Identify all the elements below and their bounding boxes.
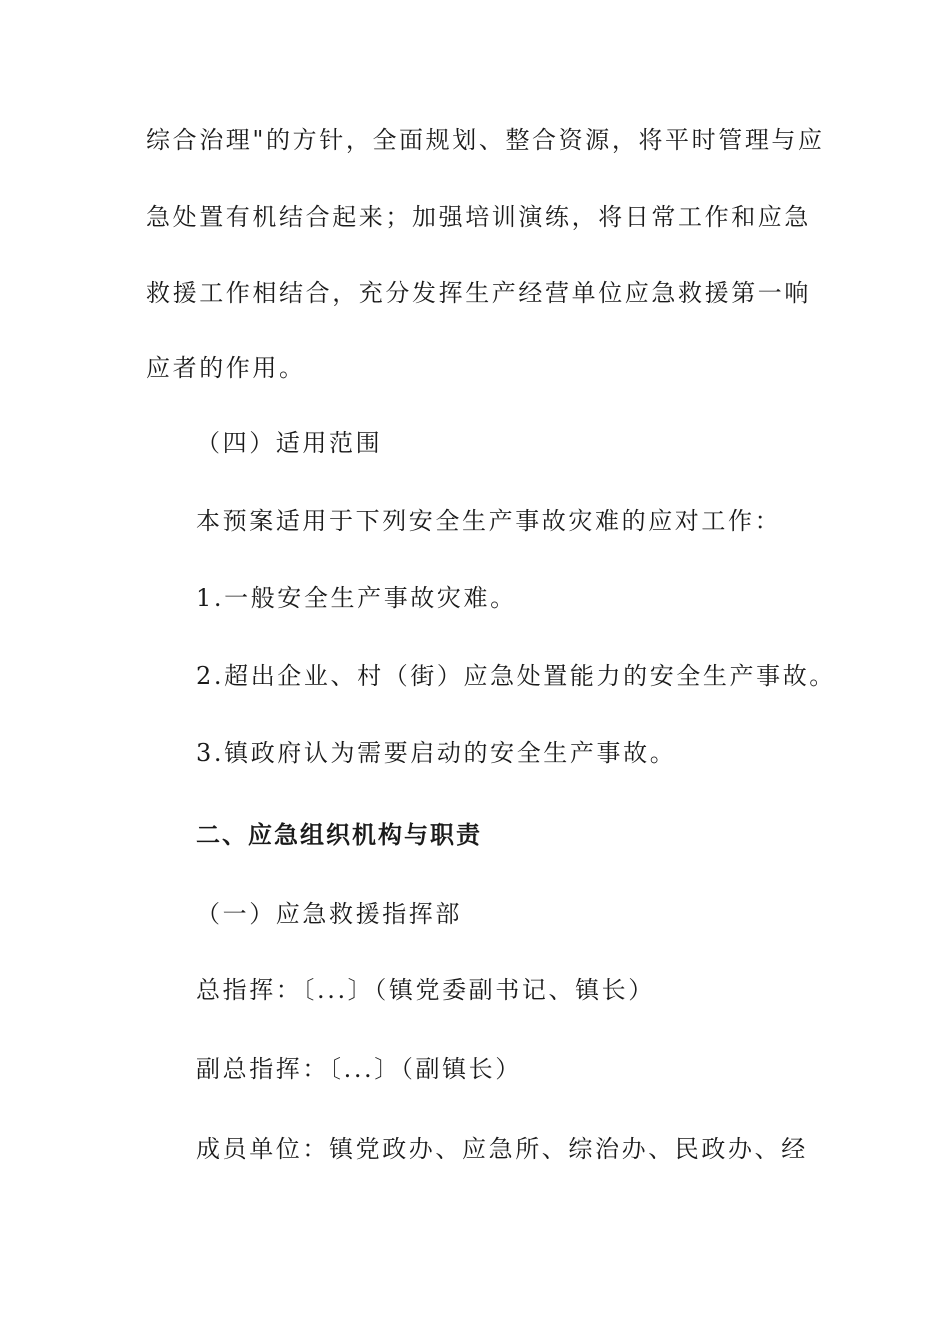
subsection-title: （一）应急救援指挥部 bbox=[196, 900, 462, 928]
deputy-commander-line: 副总指挥：〔...〕（副镇长） bbox=[196, 1055, 522, 1083]
paragraph-line: 应者的作用。 bbox=[146, 354, 306, 382]
commander-line: 总指挥：〔...〕（镇党委副书记、镇长） bbox=[196, 976, 655, 1004]
paragraph-line: 急处置有机结合起来；加强培训演练，将日常工作和应急 bbox=[146, 203, 811, 231]
scope-intro: 本预案适用于下列安全生产事故灾难的应对工作： bbox=[196, 507, 782, 535]
paragraph-line: 综合治理"的方针，全面规划、整合资源，将平时管理与应 bbox=[146, 126, 825, 154]
scope-item: 2.超出企业、村（街）应急处置能力的安全生产事故。 bbox=[196, 662, 836, 690]
chapter-title: 二、应急组织机构与职责 bbox=[196, 820, 482, 849]
section-title-scope: （四）适用范围 bbox=[196, 429, 383, 457]
member-units-line: 成员单位：镇党政办、应急所、综治办、民政办、经 bbox=[196, 1135, 808, 1163]
scope-item: 1.一般安全生产事故灾难。 bbox=[196, 584, 517, 612]
scope-item: 3.镇政府认为需要启动的安全生产事故。 bbox=[196, 739, 677, 767]
paragraph-line: 救援工作相结合，充分发挥生产经营单位应急救援第一响 bbox=[146, 279, 811, 307]
